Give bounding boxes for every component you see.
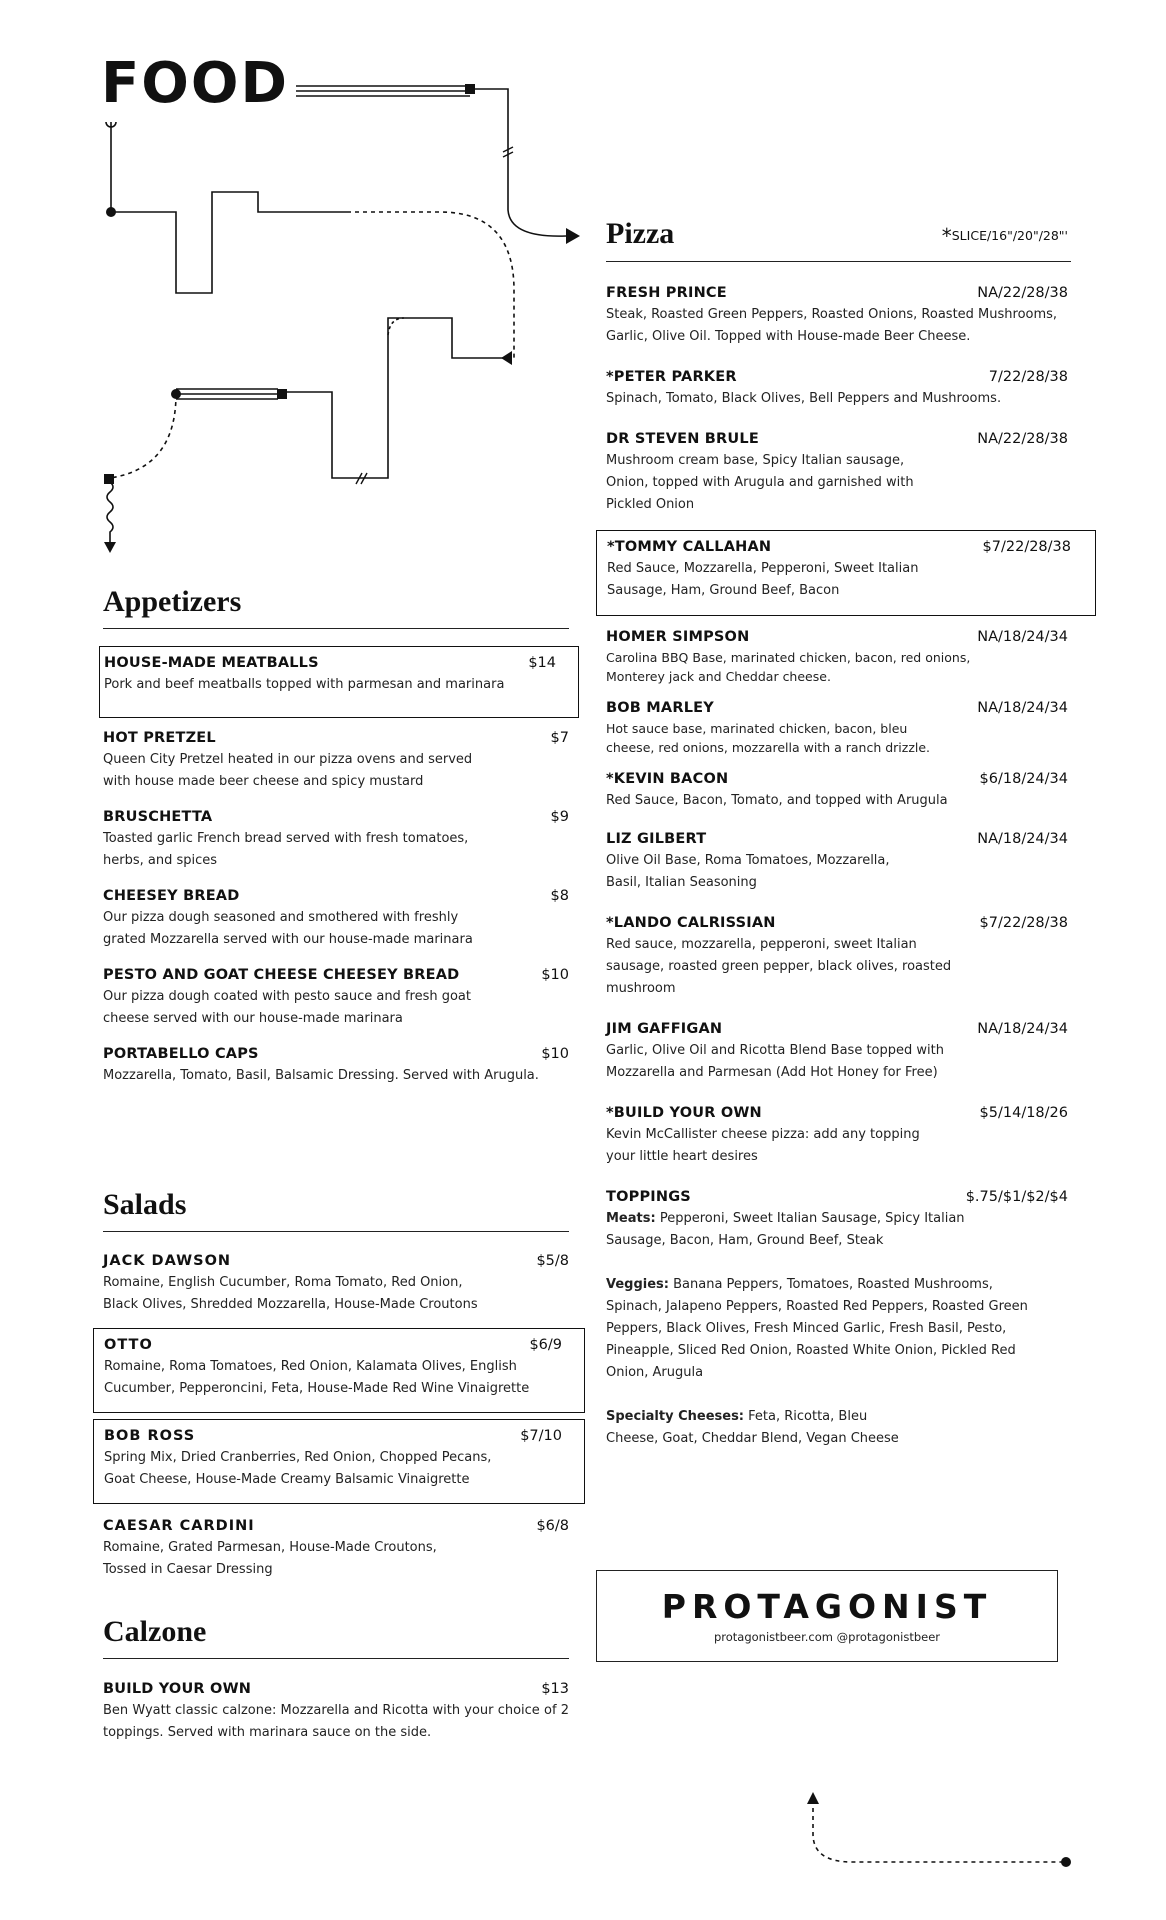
item-description: Romaine, Roma Tomatoes, Red Onion, Kalamata Olives, English Cucumber, Pepperoncini, Feta, House-Made Red Wine Vinaigrette (104, 1359, 530, 1396)
list-item (606, 700, 1068, 757)
meats-label: Meats: (606, 1211, 656, 1226)
item-description: Our pizza dough seasoned and smothered with freshly grated Mozzarella served with our house-made marinara (103, 910, 473, 947)
item-price: $6/9 (529, 1337, 562, 1353)
item-price: $8 (550, 888, 569, 904)
item-price: $5/8 (536, 1253, 569, 1269)
salads-list (103, 1253, 569, 1581)
veggies-list: Banana Peppers, Tomatoes, Roasted Mushrooms, Spinach, Jalapeno Peppers, Roasted Red Peppers, Roasted Green Peppers, Black Olives, Fresh Minced Garlic, Fresh Basil, Pesto, Pineapple, Sliced Red Onion, Roasted White Onion, Pickled Red Onion, Arugula (606, 1277, 1028, 1380)
item-description: Ben Wyatt classic calzone: Mozzarella and Ricotta with your choice of 2 toppings. Served with marinara sauce on the side. (103, 1703, 569, 1740)
list-item (606, 1021, 1068, 1084)
item-name: PESTO AND GOAT CHEESE CHEESEY BREAD (103, 967, 460, 983)
item-name: *PETER PARKER (606, 369, 737, 385)
toppings-title: TOPPINGS (606, 1189, 691, 1205)
meats-list: Pepperoni, Sweet Italian Sausage, Spicy Italian Sausage, Bacon, Ham, Ground Beef, Steak (606, 1211, 965, 1248)
item-name: JACK DAWSON (103, 1253, 232, 1269)
item-name: OTTO (104, 1337, 153, 1353)
item-price: $7/10 (520, 1428, 562, 1444)
item-description: Our pizza dough coated with pesto sauce and fresh goat cheese served with our house-made marinara (103, 989, 471, 1026)
list-item (606, 629, 1068, 686)
item-price: $10 (541, 1046, 569, 1062)
item-name: BOB MARLEY (606, 700, 714, 716)
list-item (606, 431, 1068, 516)
item-description: Queen City Pretzel heated in our pizza ovens and served with house made beer cheese and spicy mustard (103, 752, 473, 789)
item-name: BUILD YOUR OWN (103, 1681, 252, 1697)
toppings-price: $.75/$1/$2/$4 (965, 1189, 1068, 1205)
item-description: Garlic, Olive Oil and Ricotta Blend Base topped with Mozzarella and Parmesan (Add Hot Honey for Free) (606, 1043, 944, 1080)
brand-links: protagonistbeer.com @protagonistbeer (713, 1630, 941, 1644)
item-description: Red Sauce, Mozzarella, Pepperoni, Sweet Italian Sausage, Ham, Ground Beef, Bacon (607, 561, 919, 598)
list-item (606, 771, 1068, 812)
item-name: *KEVIN BACON (606, 771, 729, 787)
list-item (103, 967, 569, 1030)
appetizers-divider (103, 628, 569, 629)
item-name: FRESH PRINCE (606, 285, 727, 301)
item-price: $9 (550, 809, 569, 825)
item-description: Toasted garlic French bread served with fresh tomatoes, herbs, and spices (103, 831, 469, 868)
list-item (103, 1681, 569, 1744)
calzone-divider (103, 1658, 569, 1659)
item-price: $7/22/28/38 (979, 915, 1068, 931)
calzone-list (103, 1681, 569, 1744)
item-name: HOUSE-MADE MEATBALLS (104, 655, 319, 671)
item-price: NA/18/24/34 (977, 831, 1068, 847)
list-item (103, 809, 569, 872)
item-price: $5/14/18/26 (979, 1105, 1068, 1121)
list-item (93, 1328, 585, 1413)
sizes-label: SLICE/16"/20"/28"' (951, 228, 1068, 243)
sizes-asterisk: * (941, 224, 952, 248)
item-price: $7 (550, 730, 569, 746)
salads-divider (103, 1231, 569, 1232)
item-description: Red Sauce, Bacon, Tomato, and topped with Arugula (606, 793, 948, 808)
item-description: Spinach, Tomato, Black Olives, Bell Peppers and Mushrooms. (606, 391, 1002, 406)
list-item (103, 730, 569, 793)
item-name: PORTABELLO CAPS (103, 1046, 259, 1062)
item-description: Hot sauce base, marinated chicken, bacon, bleu cheese, red onions, mozzarella with a ranch drizzle. (606, 721, 931, 755)
item-description: Mozzarella, Tomato, Basil, Balsamic Dressing. Served with Arugula. (103, 1068, 539, 1083)
item-description: Spring Mix, Dried Cranberries, Red Onion, Chopped Pecans, Goat Cheese, House-Made Creamy Balsamic Vinaigrette (104, 1450, 492, 1487)
list-item (606, 915, 1068, 1000)
appetizers-list (103, 646, 569, 1087)
cheeses-label: Specialty Cheeses: (606, 1409, 745, 1424)
list-item (103, 888, 569, 951)
item-price: NA/22/28/38 (977, 431, 1068, 447)
item-name: CHEESEY BREAD (103, 888, 240, 904)
list-item (606, 1105, 1068, 1168)
item-description: Steak, Roasted Green Peppers, Roasted Onions, Roasted Mushrooms, Garlic, Olive Oil. Topped with House-made Beer Cheese. (606, 307, 1058, 344)
item-name: *TOMMY CALLAHAN (607, 539, 772, 555)
item-description: Red sauce, mozzarella, pepperoni, sweet Italian sausage, roasted green pepper, black olives, roasted mushroom (606, 937, 952, 996)
toppings-block (606, 1189, 1068, 1450)
item-price: $7/22/28/38 (982, 539, 1071, 555)
item-price: $6/18/24/34 (979, 771, 1068, 787)
toppings-cheeses (606, 1406, 906, 1450)
page-title: FOOD (101, 51, 289, 116)
pizza-heading: Pizza (606, 217, 675, 250)
veggies-label: Veggies: (606, 1277, 669, 1292)
item-description: Pork and beef meatballs topped with parmesan and marinara (104, 677, 505, 692)
list-item (596, 530, 1096, 616)
item-name: CAESAR CARDINI (103, 1518, 255, 1534)
item-description: Romaine, English Cucumber, Roma Tomato, Red Onion, Black Olives, Shredded Mozzarella, House-Made Croutons (103, 1275, 478, 1312)
item-name: DR STEVEN BRULE (606, 431, 759, 447)
calzone-heading: Calzone (103, 1615, 207, 1648)
item-description: Carolina BBQ Base, marinated chicken, bacon, red onions, Monterey jack and Cheddar cheese. (606, 650, 971, 684)
item-price: $10 (541, 967, 569, 983)
toppings-meats (606, 1208, 1006, 1252)
item-description: Olive Oil Base, Roma Tomatoes, Mozzarella, Basil, Italian Seasoning (606, 853, 890, 890)
list-item (93, 1419, 585, 1504)
item-price: NA/18/24/34 (977, 1021, 1068, 1037)
toppings-veggies (606, 1274, 1051, 1384)
item-description: Kevin McCallister cheese pizza: add any topping your little heart desires (606, 1127, 920, 1164)
list-item (103, 1253, 569, 1316)
cheeses-list: Feta, Ricotta, Bleu Cheese, Goat, Cheddar Blend, Vegan Cheese (606, 1409, 899, 1446)
list-item (99, 646, 579, 718)
brand-box (596, 1570, 1058, 1662)
item-description: Romaine, Grated Parmesan, House-Made Croutons, Tossed in Caesar Dressing (103, 1540, 437, 1577)
pizza-divider (606, 261, 1071, 262)
item-name: LIZ GILBERT (606, 831, 707, 847)
item-name: *BUILD YOUR OWN (606, 1105, 762, 1121)
item-price: $6/8 (536, 1518, 569, 1534)
brand-name: PROTAGONIST (661, 1587, 993, 1626)
item-name: BOB ROSS (104, 1428, 196, 1444)
item-price: $14 (528, 655, 556, 671)
item-name: *LANDO CALRISSIAN (606, 915, 776, 931)
item-name: JIM GAFFIGAN (606, 1021, 723, 1037)
item-price: NA/18/24/34 (977, 629, 1068, 645)
salads-heading: Salads (103, 1188, 187, 1221)
item-name: HOMER SIMPSON (606, 629, 750, 645)
item-name: HOT PRETZEL (103, 730, 216, 746)
item-price: NA/22/28/38 (977, 285, 1068, 301)
list-item (103, 1518, 569, 1581)
item-description: Mushroom cream base, Spicy Italian sausage, Onion, topped with Arugula and garnished with Pickled Onion (606, 453, 914, 512)
item-price: NA/18/24/34 (977, 700, 1068, 716)
pizza-sizes (942, 224, 1068, 248)
appetizers-heading: Appetizers (103, 585, 242, 618)
list-item (606, 831, 1068, 894)
item-name: BRUSCHETTA (103, 809, 213, 825)
list-item (606, 285, 1068, 348)
list-item (606, 369, 1068, 410)
item-price: $13 (541, 1681, 569, 1697)
list-item (103, 1046, 569, 1087)
item-price: 7/22/28/38 (988, 369, 1068, 385)
pizza-list (606, 285, 1071, 1450)
